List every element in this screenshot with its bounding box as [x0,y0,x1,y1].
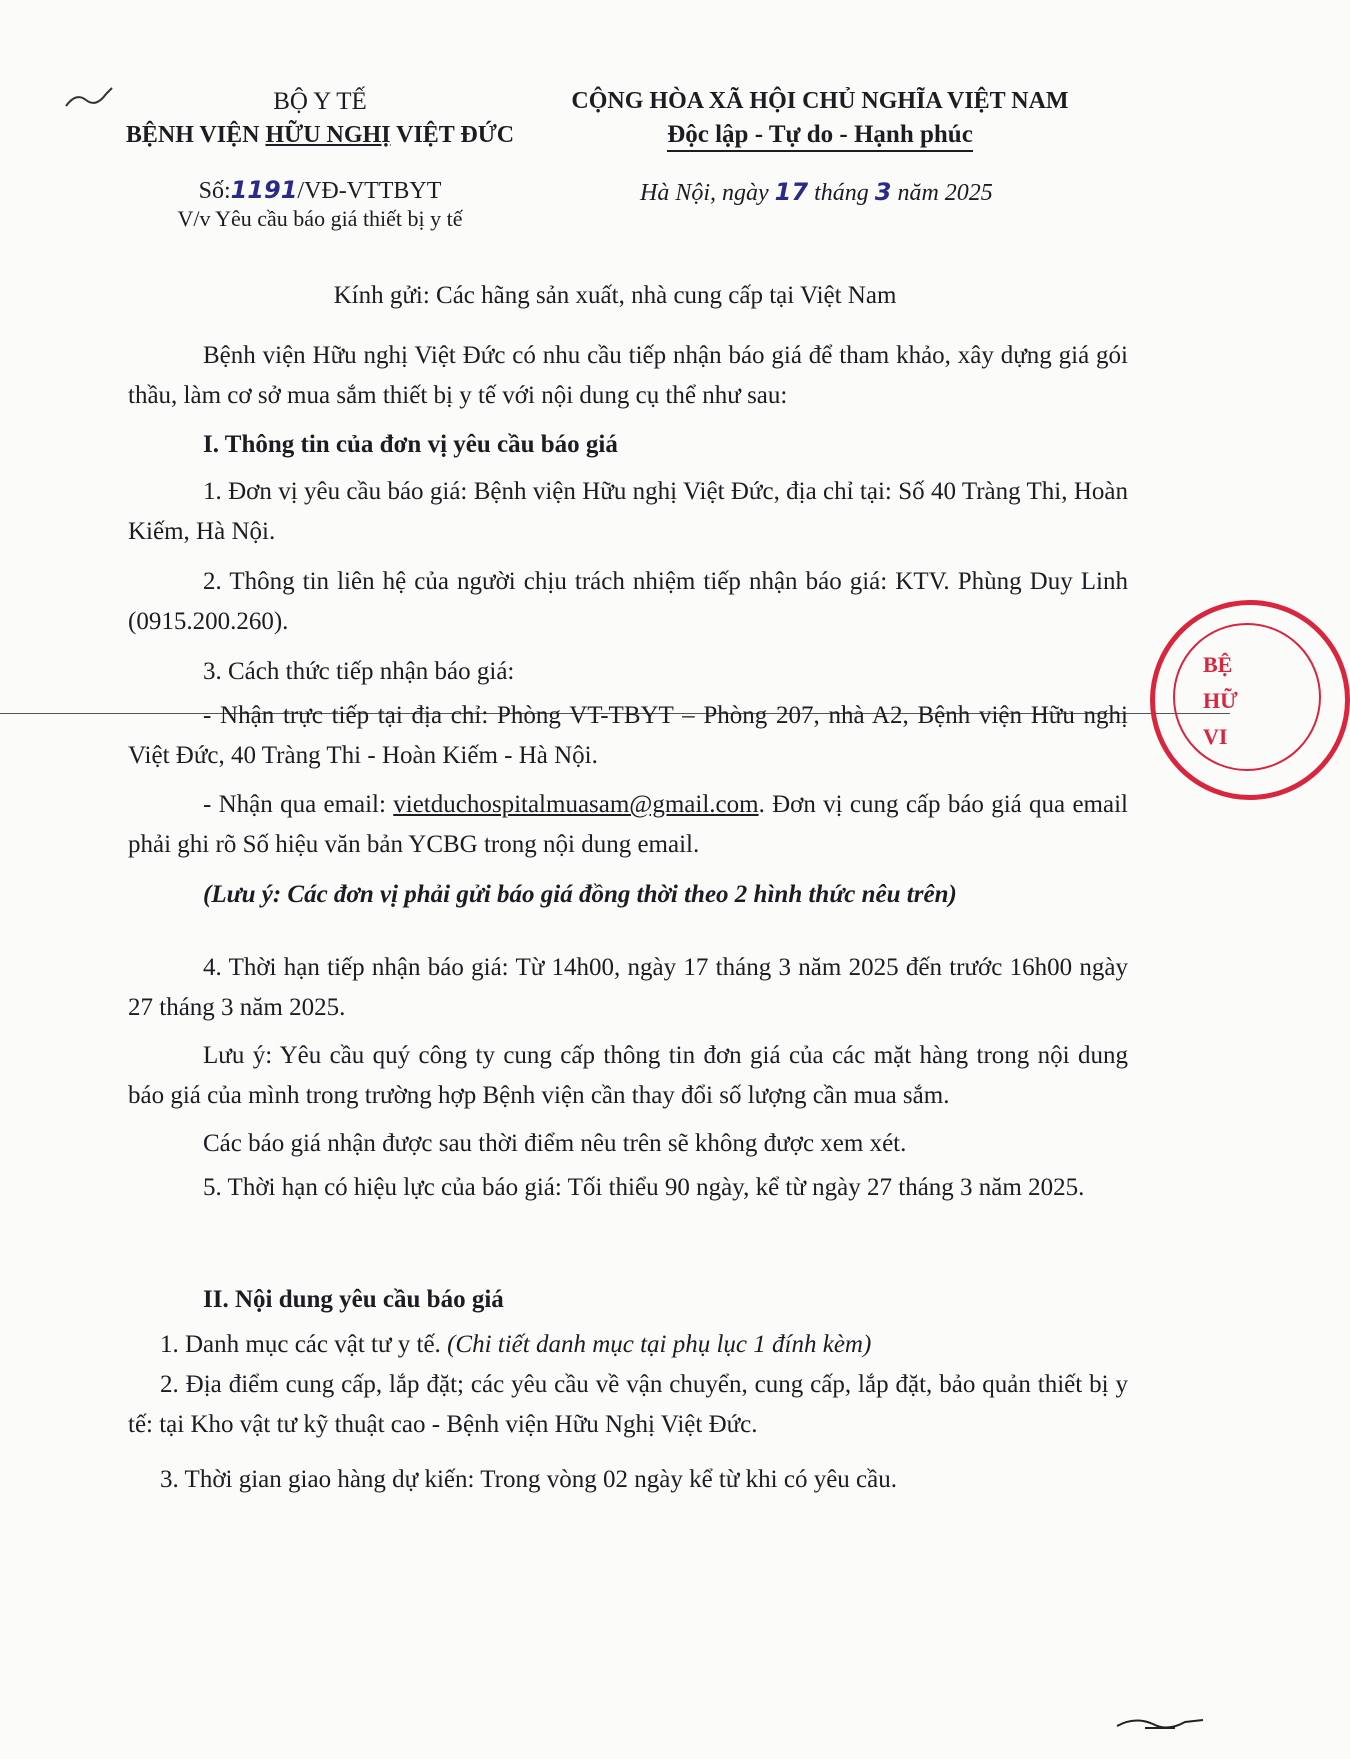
section1-item3a: - Nhận trực tiếp tại địa chỉ: Phòng VT-TBYT – Phòng 207, nhà A2, Bệnh viện Hữu nghị Việt Đức, 40 Tràng Thi - Hoàn Kiếm - Hà Nội. [128,702,1128,769]
date-line: Hà Nội, ngày 17 tháng 3 năm 2025 [640,178,993,206]
recipient-line: Kính gửi: Các hãng sản xuất, nhà cung cấp tại Việt Nam [333,282,897,309]
red-stamp: BỆ HỮ VI [1150,600,1350,800]
section1-note3: Các báo giá nhận được sau thời điểm nêu trên sẽ không được xem xét. [203,1130,907,1157]
section1-item1: 1. Đơn vị yêu cầu báo giá: Bệnh viện Hữu nghị Việt Đức, địa chỉ tại: Số 40 Tràng Thi, Hoàn Kiếm, Hà Nội. [128,478,1128,545]
section1-item5: 5. Thời hạn có hiệu lực của báo giá: Tối thiểu 90 ngày, kể từ ngày 27 tháng 3 năm 2025. [203,1174,1085,1201]
section1-note2: Lưu ý: Yêu cầu quý công ty cung cấp thông tin đơn giá của các mặt hàng trong nội dung báo giá của mình trong trường hợp Bệnh viện cần thay đổi số lượng cần mua sắm. [128,1042,1128,1109]
section2-item2: 2. Địa điểm cung cấp, lắp đặt; các yêu cầu về vận chuyển, cung cấp, lắp đặt, bảo quản thiết bị y tế: tại Kho vật tư kỹ thuật cao - Bệnh viện Hữu Nghị Việt Đức. [128,1371,1128,1438]
section1-item4: 4. Thời hạn tiếp nhận báo giá: Từ 14h00, ngày 17 tháng 3 năm 2025 đến trước 16h00 ngày 27 tháng 3 năm 2025. [128,954,1128,1021]
document-number: Số:1191/VĐ-VTTBYT [198,176,442,204]
handwritten-day: 17 [774,178,809,206]
section1-heading: I. Thông tin của đơn vị yêu cầu báo giá [203,431,618,458]
intro-paragraph: Bệnh viện Hữu nghị Việt Đức có nhu cầu tiếp nhận báo giá để tham khảo, xây dựng giá gói thầu, làm cơ sở mua sắm thiết bị y tế với nội dung cụ thể như sau: [128,342,1128,409]
section1-item3b: - Nhận qua email: vietduchospitalmuasam@gmail.com. Đơn vị cung cấp báo giá qua email phải ghi rõ Số hiệu văn bản YCBG trong nội dung email. [128,791,1128,858]
section2-item3: 3. Thời gian giao hàng dự kiến: Trong vòng 02 ngày kể từ khi có yêu cầu. [160,1466,897,1493]
hospital-name: BỆNH VIỆN HỮU NGHỊ VIỆT ĐỨC [125,122,515,148]
handwritten-month: 3 [874,178,892,206]
section2-heading: II. Nội dung yêu cầu báo giá [203,1286,504,1313]
handwritten-number: 1191 [230,176,298,204]
email-link[interactable]: vietduchospitalmuasam@gmail.com [393,791,759,818]
section1-item3: 3. Cách thức tiếp nhận báo giá: [203,658,515,685]
section2-item1: 1. Danh mục các vật tư y tế. (Chi tiết danh mục tại phụ lục 1 đính kèm) [160,1331,872,1358]
national-header [540,88,1100,149]
issuer-block [100,88,540,149]
initial-signature [1115,1710,1205,1740]
subject-line: V/v Yêu cầu báo giá thiết bị y tế [177,206,463,231]
section1-item2: 2. Thông tin liên hệ của người chịu trách nhiệm tiếp nhận báo giá: KTV. Phùng Duy Linh (0915.200.260). [128,568,1128,635]
ministry-name: BỘ Y TẾ [273,88,367,115]
country-name: CỘNG HÒA XÃ HỘI CHỦ NGHĨA VIỆT NAM [571,88,1069,114]
motto: Độc lập - Tự do - Hạnh phúc [540,121,1100,149]
section1-note: (Lưu ý: Các đơn vị phải gửi báo giá đồng thời theo 2 hình thức nêu trên) [203,881,957,908]
